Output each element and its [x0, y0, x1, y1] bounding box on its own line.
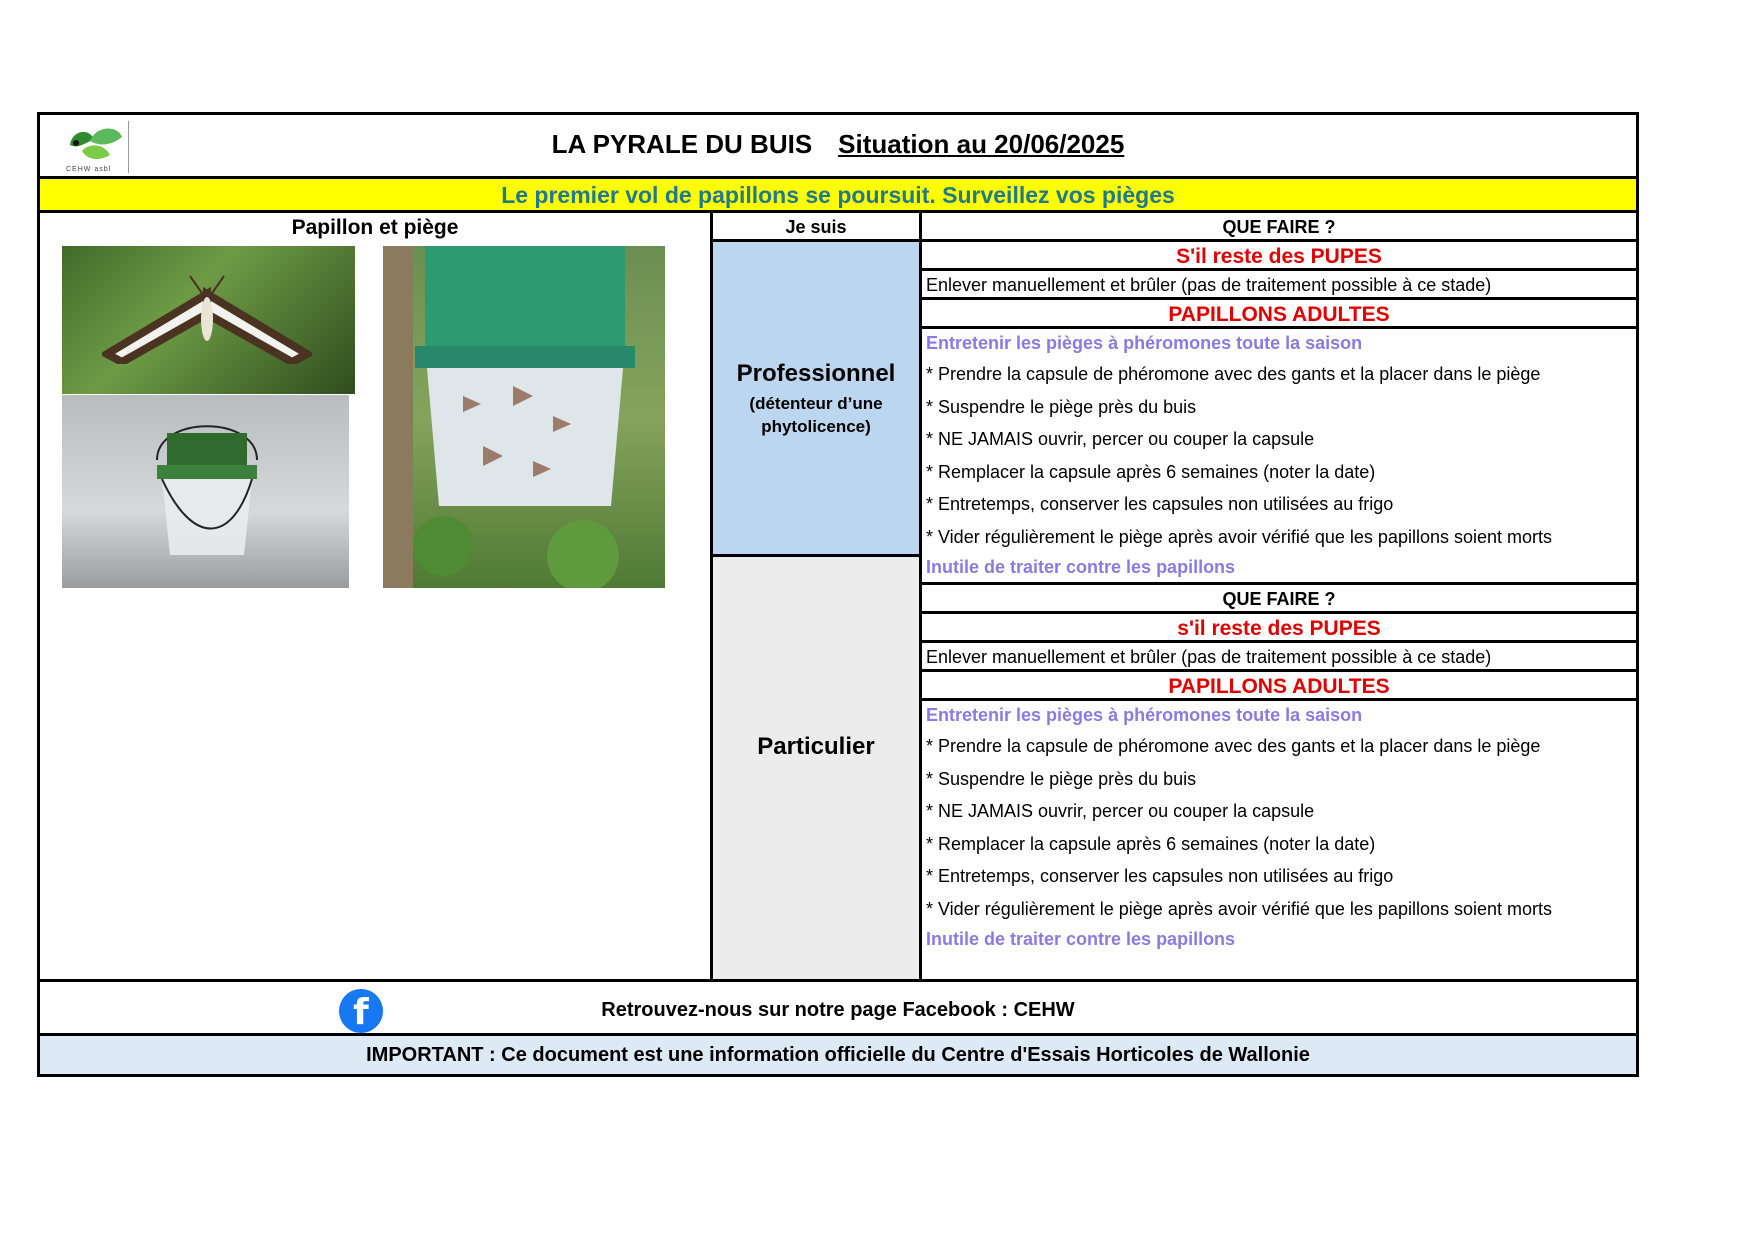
main-grid	[40, 213, 1636, 979]
facebook-icon[interactable]: f	[339, 989, 383, 1033]
right-column-header: QUE FAIRE ?	[922, 213, 1636, 242]
left-column	[40, 213, 710, 979]
private-step: * NE JAMAIS ouvrir, percer ou couper la capsule	[926, 801, 1315, 821]
info-sheet	[37, 112, 1639, 1077]
pro-step: * Entretemps, conserver les capsules non utilisées au frigo	[926, 494, 1394, 514]
pro-adults-intro: Entretenir les pièges à phéromones toute la saison	[926, 333, 1363, 353]
trap-photo-large	[383, 246, 665, 588]
title-row	[40, 115, 1636, 179]
moth-photo	[62, 246, 355, 394]
important-note: IMPORTANT : Ce document est une information officielle du Centre d'Essais Horticoles de Wallonie	[40, 1036, 1636, 1074]
left-column-header: Papillon et piège	[291, 216, 459, 239]
pro-step: * Suspendre le piège près du buis	[926, 396, 1197, 417]
pro-adults-heading: PAPILLONS ADULTES	[922, 300, 1636, 329]
alert-banner: Le premier vol de papillons se poursuit. Surveillez vos pièges	[40, 179, 1636, 213]
professional-subtitle-2: phytolicence)	[761, 417, 871, 436]
private-actions	[922, 582, 1636, 955]
professional-cell	[713, 242, 919, 554]
facebook-row	[40, 979, 1636, 1036]
private-title: Particulier	[757, 733, 875, 760]
private-step: * Prendre la capsule de phéromone avec des gants et la placer dans le piège	[926, 736, 1541, 756]
pro-pupes-text: Enlever manuellement et brûler (pas de traitement possible à ce stade)	[922, 271, 1636, 300]
pro-step: * NE JAMAIS ouvrir, percer ou couper la capsule	[926, 429, 1315, 449]
private-adults-heading: PAPILLONS ADULTES	[922, 672, 1636, 701]
professional-title: Professionnel	[736, 360, 896, 387]
pro-step: * Vider régulièrement le piège après avoir vérifié que les papillons soient morts	[926, 526, 1553, 547]
private-step: * Suspendre le piège près du buis	[926, 768, 1197, 789]
private-conclusion: Inutile de traiter contre les papillons	[926, 929, 1236, 949]
private-que-faire: QUE FAIRE ?	[922, 585, 1636, 614]
page-title	[40, 129, 1636, 160]
right-column	[919, 213, 1636, 979]
pro-pupes-heading: S'il reste des PUPES	[922, 242, 1636, 271]
pro-step: * Prendre la capsule de phéromone avec des gants et la placer dans le piège	[926, 364, 1541, 384]
private-step: * Remplacer la capsule après 6 semaines (noter la date)	[926, 833, 1376, 854]
title-main: LA PYRALE DU BUIS	[551, 129, 813, 159]
trap-with-moths-icon	[383, 246, 665, 588]
mid-column	[710, 213, 919, 979]
pro-step: * Remplacer la capsule après 6 semaines (noter la date)	[926, 461, 1376, 482]
title-situation: Situation au 20/06/2025	[838, 129, 1125, 159]
facebook-text[interactable]: Retrouvez-nous sur notre page Facebook : CEHW	[601, 999, 1075, 1021]
moth-icon	[102, 274, 312, 364]
trap-photo-small	[62, 395, 349, 588]
professional-actions	[922, 242, 1636, 582]
private-pupes-heading: s'il reste des PUPES	[922, 614, 1636, 643]
private-pupes-text: Enlever manuellement et brûler (pas de traitement possible à ce stade)	[922, 643, 1636, 672]
private-step: * Vider régulièrement le piège après avoir vérifié que les papillons soient morts	[926, 898, 1553, 919]
trap-icon	[62, 395, 349, 588]
private-adults-intro: Entretenir les pièges à phéromones toute la saison	[926, 705, 1363, 725]
mid-column-header: Je suis	[713, 213, 919, 242]
professional-subtitle-1: (détenteur d’une	[749, 394, 883, 413]
pro-conclusion: Inutile de traiter contre les papillons	[926, 557, 1236, 577]
private-cell	[713, 554, 919, 982]
private-step: * Entretemps, conserver les capsules non utilisées au frigo	[926, 866, 1394, 886]
cehw-logo-icon: CEHW asbl	[62, 121, 129, 173]
